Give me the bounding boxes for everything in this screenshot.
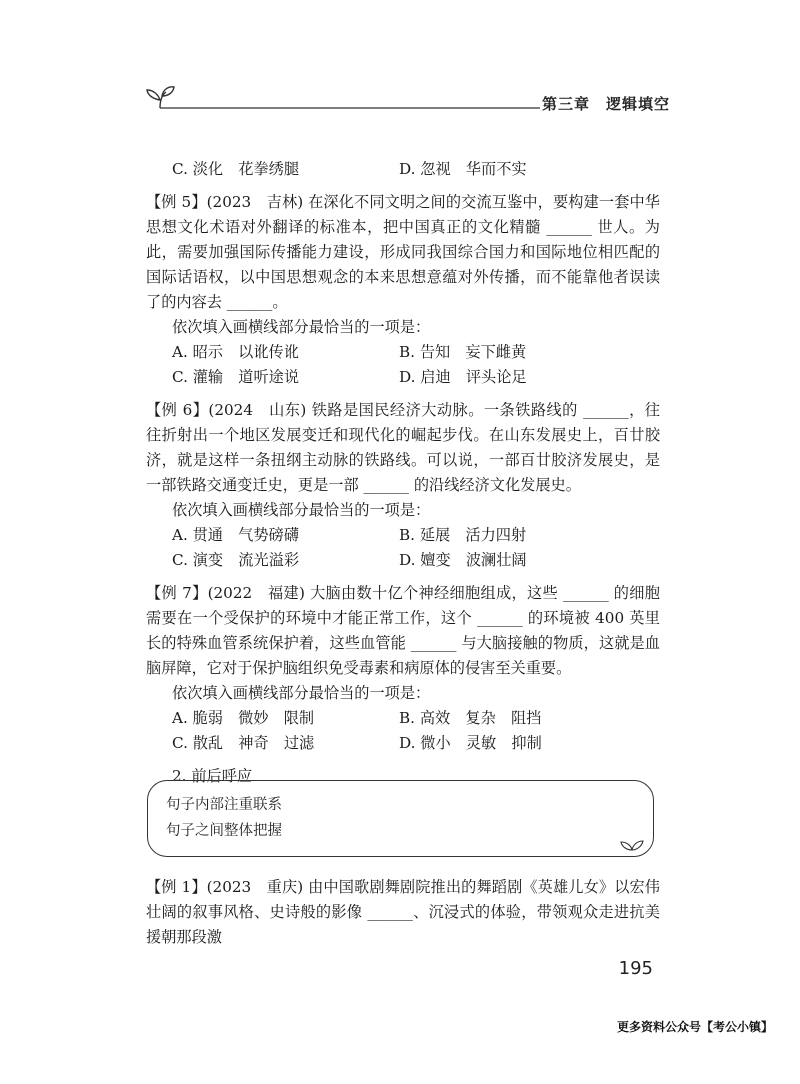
example-text: 【例 7】(2022 福建) 大脑由数十亿个神经细胞组成，这些 ______ 的细胞需要在一个受保护的环境中才能正常工作，这个 ______ 的环境被 400 英里长的特殊血管系统保护着，这些血管能 ______ 与大脑接触的物质，这就是血脑屏障，它对于保护脑组织免受毒素和病原体的侵害至关重要。 (146, 584, 660, 677)
option: B. 告知 妄下雌黄 (399, 343, 527, 361)
example-instruction: 依次填入画横线部分最恰当的一项是： (172, 684, 431, 702)
sprout-icon (619, 836, 645, 852)
section-heading: 2. 前后呼应 (172, 767, 253, 785)
example-text: 【例 5】(2023 吉林) 在深化不同文明之间的交流互鉴中，要构建一套中华思想文化术语对外翻译的标准本，把中国真正的文化精髓 ______ 世人。为此，需要加强国际传播能力建设，形成同我国综合国力和国际地位相匹配的国际话语权，以中国思想观念的本来思想意蕴对外传播，而不能靠他者误读了的内容去 ______。 (146, 193, 660, 311)
example-options (146, 340, 660, 390)
prev-options (146, 157, 660, 182)
example-5 (146, 190, 660, 390)
example-options (146, 523, 660, 573)
key-point-box (147, 780, 654, 857)
example-options (146, 706, 660, 756)
chapter-title: 第三章 逻辑填空 (541, 95, 670, 113)
example-text: 【例 6】(2024 山东) 铁路是国民经济大动脉。一条铁路线的 ______，往往折射出一个地区发展变迁和现代化的崛起步伐。在山东发展史上，百廿胶济，就是这样一条扭纲主动脉的铁路线。可以说，一部百廿胶济发展史，是一部铁路交通变迁史，更是一部 ______ 的沿线经济文化发展史。 (146, 401, 660, 494)
example-7 (146, 581, 660, 756)
page-header (0, 0, 800, 120)
example-instruction: 依次填入画横线部分最恰当的一项是： (172, 501, 431, 519)
page-content (146, 157, 660, 789)
option: C. 灌输 道听途说 (172, 368, 300, 386)
option: B. 高效 复杂 阻挡 (399, 709, 542, 727)
sprout-icon (147, 87, 174, 108)
option: D. 忽视 华而不实 (399, 160, 527, 178)
box-line-2: 句子之间整体把握 (166, 823, 282, 839)
option: A. 贯通 气势磅礴 (172, 526, 299, 544)
header-decoration (0, 0, 800, 120)
page-number: 195 (618, 958, 653, 979)
example-6 (146, 398, 660, 573)
box-line-1: 句子内部注重联系 (166, 797, 282, 813)
option: A. 昭示 以讹传讹 (172, 343, 299, 361)
option: D. 启迪 评头论足 (399, 368, 527, 386)
option: C. 演变 流光溢彩 (172, 551, 300, 569)
option: D. 嬗变 波澜壮阔 (399, 551, 527, 569)
example-instruction: 依次填入画横线部分最恰当的一项是： (172, 318, 431, 336)
option: B. 延展 活力四射 (399, 526, 527, 544)
option: C. 淡化 花拳绣腿 (172, 160, 300, 178)
option: C. 散乱 神奇 过滤 (172, 734, 315, 752)
next-example (146, 875, 660, 950)
footer-note: 更多资料公众号【考公小镇】 (616, 1020, 773, 1034)
example-text: 【例 1】(2023 重庆) 由中国歌剧舞剧院推出的舞蹈剧《英雄儿女》以宏伟壮阔的叙事风格、史诗般的影像 ______、沉浸式的体验，带领观众走进抗美援朝那段激 (146, 878, 660, 946)
option: A. 脆弱 微妙 限制 (172, 709, 315, 727)
option: D. 微小 灵敏 抑制 (399, 734, 542, 752)
